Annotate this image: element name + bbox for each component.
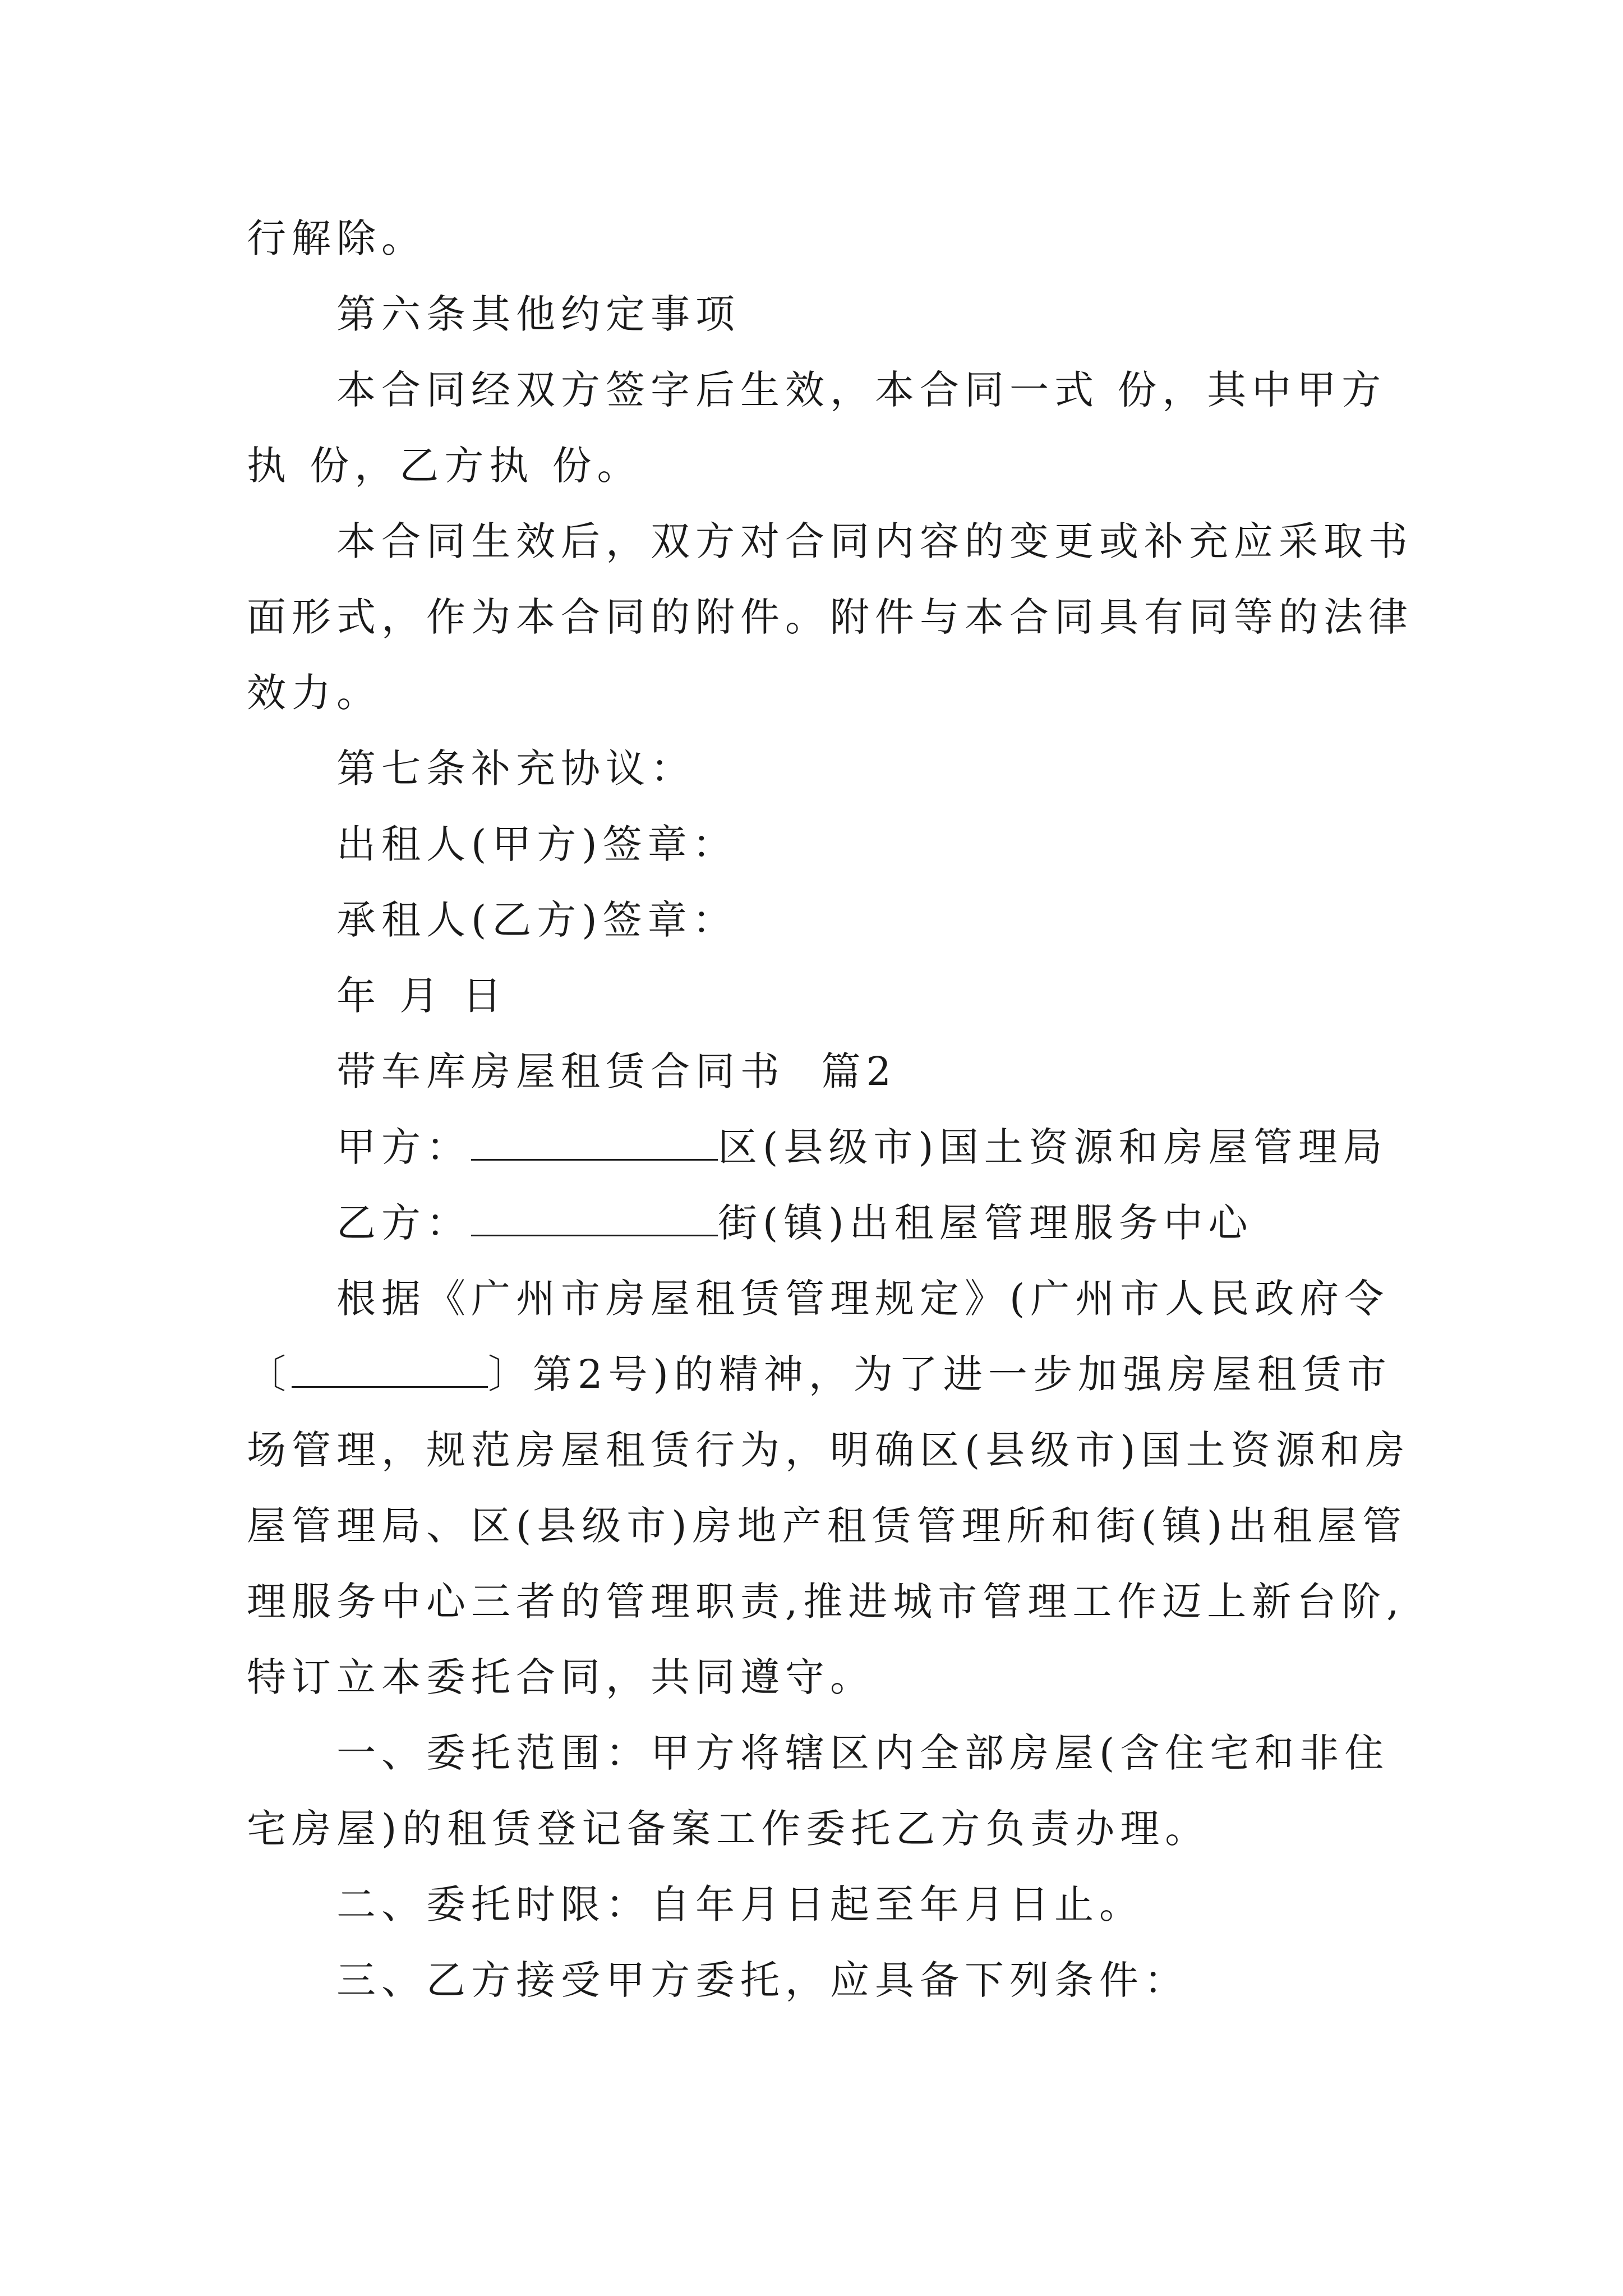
section-title: 带车库房屋租赁合同书 篇2 — [336, 1048, 897, 1094]
text-line: 特订立本委托合同，共同遵守。 — [247, 1654, 875, 1700]
party-b-line — [0, 1195, 1623, 1251]
text-line: 理服务中心三者的管理职责,推进城市管理工作迈上新台阶, — [247, 1579, 1405, 1625]
text-line: 根据《广州市房屋租赁管理规定》(广州市人民政府令 — [336, 1276, 1390, 1322]
party-b-label: 乙方： — [336, 1200, 471, 1246]
blank-underline — [471, 1120, 718, 1161]
decree-number-line — [0, 1346, 1623, 1402]
clause-1: 一、委托范围：甲方将辖区内全部房屋(含住宅和非住 — [336, 1730, 1390, 1776]
text-line: 执 份，乙方执 份。 — [247, 443, 642, 489]
text-line: 面形式，作为本合同的附件。附件与本合同具有同等的法律 — [247, 594, 1413, 640]
clause-3: 三、乙方接受甲方委托，应具备下列条件： — [336, 1957, 1189, 2003]
text-line: 场管理，规范房屋租赁行为，明确区(县级市)国土资源和房 — [247, 1427, 1410, 1473]
text-line: 屋管理局、区(县级市)房地产租赁管理所和街(镇)出租屋管 — [247, 1503, 1408, 1549]
party-a-label: 甲方： — [336, 1124, 471, 1170]
article-7-heading: 第七条补充协议： — [336, 746, 695, 792]
blank-underline — [471, 1195, 718, 1236]
party-a-name: 区(县级市)国土资源和房屋管理局 — [718, 1124, 1388, 1170]
date-line: 年 月 日 — [336, 973, 508, 1019]
party-b-name: 街(镇)出租屋管理服务中心 — [718, 1200, 1253, 1246]
text-line: 本合同经双方签字后生效，本合同一式 份，其中甲方 — [336, 367, 1387, 413]
decree-text: 〕第2号)的精神，为了进一步加强房屋租赁市 — [488, 1351, 1392, 1397]
text-line: 行解除。 — [247, 215, 426, 261]
clause-2: 二、委托时限：自年月日起至年月日止。 — [336, 1881, 1144, 1927]
lessee-signature-line: 承租人(乙方)签章： — [336, 897, 737, 943]
text-line: 宅房屋)的租赁登记备案工作委托乙方负责办理。 — [247, 1806, 1210, 1852]
text-line: 本合同生效后，双方对合同内容的变更或补充应采取书 — [336, 518, 1413, 564]
blank-underline — [292, 1347, 488, 1388]
text-line: 效力。 — [247, 670, 381, 716]
lessor-signature-line: 出租人(甲方)签章： — [336, 821, 737, 867]
bracket-open: 〔 — [247, 1351, 292, 1397]
party-a-line — [0, 1119, 1623, 1175]
article-6-heading: 第六条其他约定事项 — [336, 291, 740, 337]
